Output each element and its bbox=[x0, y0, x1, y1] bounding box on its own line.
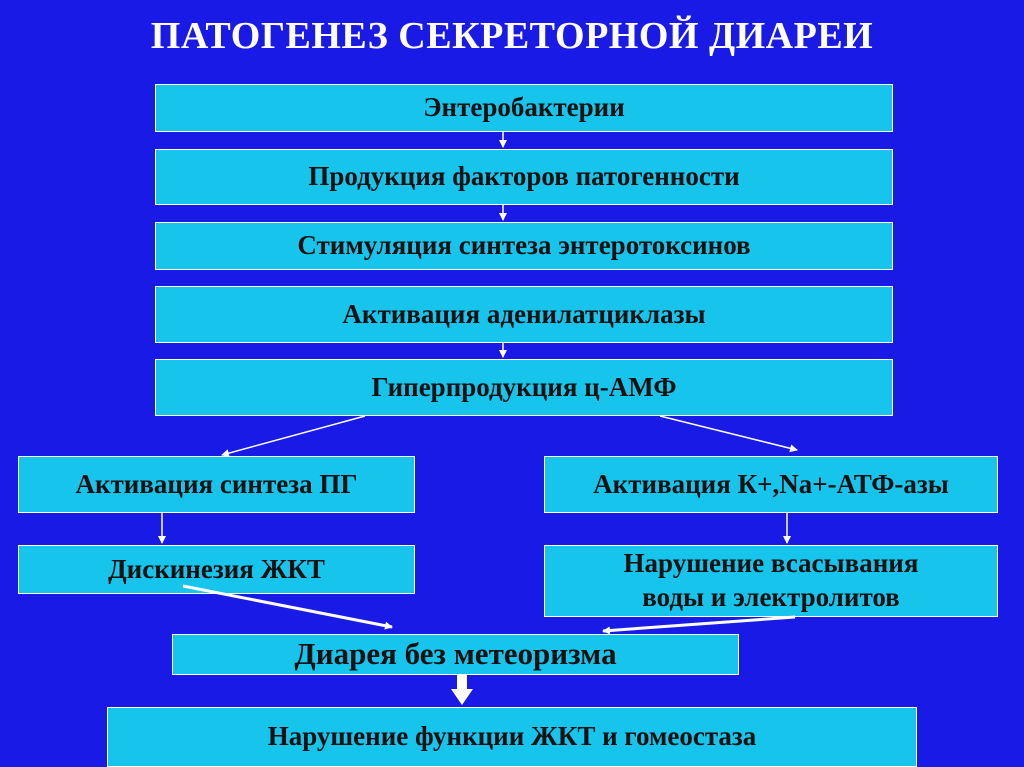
node-label: Активация К+,Na+-АТФ-азы bbox=[593, 468, 949, 499]
node-label: Энтеробактерии bbox=[423, 92, 625, 123]
node-label: Активация аденилатциклазы bbox=[342, 298, 706, 329]
arrow-diarrhea-to-homeostasis bbox=[451, 675, 473, 705]
node-label: Гиперпродукция ц-АМФ bbox=[371, 371, 677, 402]
node-label-line-2: воды и электролитов bbox=[642, 582, 900, 612]
node-label: Диарея без метеоризма bbox=[294, 636, 617, 672]
arrow-camp-to-pg bbox=[222, 416, 365, 455]
node-label-line-1: Нарушение всасывания bbox=[623, 548, 919, 579]
node-label: Дискинезия ЖКТ bbox=[108, 553, 325, 584]
arrow-camp-to-atpase bbox=[660, 416, 797, 450]
node-label: Активация синтеза ПГ bbox=[75, 468, 358, 499]
arrow-absorption-to-diarrhea bbox=[603, 617, 795, 631]
slide-title: ПАТОГЕНЕЗ СЕКРЕТОРНОЙ ДИАРЕИ bbox=[150, 15, 874, 57]
arrow-dyskinesia-to-diarrhea bbox=[183, 586, 392, 627]
node-label: Нарушение функции ЖКТ и гомеостаза bbox=[267, 721, 757, 752]
node-label: Стимуляция синтеза энтеротоксинов bbox=[297, 230, 751, 261]
node-label: Продукция факторов патогенности bbox=[308, 161, 740, 192]
